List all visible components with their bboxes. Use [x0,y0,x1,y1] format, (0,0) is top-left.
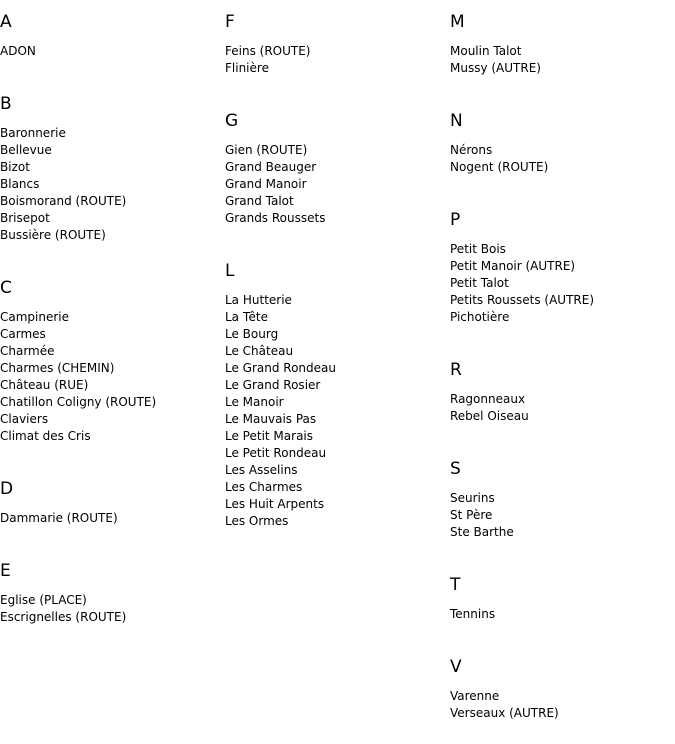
letter-group-e [0,561,225,626]
street-name: Le Grand Rondeau [225,361,336,375]
letter-group-g [225,111,450,227]
letter-group-p [450,210,675,326]
street-name: Blancs [0,177,40,191]
street-name: Le Petit Marais [225,429,314,443]
street-name: Les Charmes [225,480,303,494]
street-name: La Tête [225,310,268,324]
street-name: Le Bourg [225,327,279,341]
group-spacer [225,530,450,552]
letter-group-f [225,12,450,77]
letter-group-d [0,479,225,527]
street-name: Bizot [0,160,30,174]
letter-heading: E [0,561,11,581]
street-name: Bellevue [0,143,52,157]
letter-group-a [0,12,225,60]
street-name: Flinière [225,61,269,75]
street-name: Château (RUE) [0,378,89,392]
group-spacer [450,176,675,198]
street-name: Baronnerie [0,126,66,140]
street-list [0,592,225,626]
group-spacer [450,77,675,99]
street-name: Escrignelles (ROUTE) [0,610,127,624]
street-name: Nogent (ROUTE) [450,160,549,174]
street-name: Grand Talot [225,194,294,208]
street-name: Mussy (AUTRE) [450,61,541,75]
street-name: Le Château [225,344,294,358]
street-name: Les Huit Arpents [225,497,325,511]
group-spacer [0,626,225,648]
group-spacer [0,244,225,266]
street-list [450,688,675,722]
street-index-column-3 [450,0,675,744]
street-list [0,125,225,244]
street-list [450,241,675,326]
street-name: Claviers [0,412,49,426]
letter-group-m [450,12,675,77]
street-list [225,292,450,530]
street-name: Petit Bois [450,242,506,256]
street-name: Nérons [450,143,493,157]
street-name: Rebel Oiseau [450,409,529,423]
group-spacer [0,527,225,549]
street-name: Petits Roussets (AUTRE) [450,293,595,307]
letter-group-r [450,360,675,425]
letter-heading: S [450,459,461,479]
street-list [450,43,675,77]
street-name: St Père [450,508,493,522]
street-name: Climat des Cris [0,429,91,443]
street-name: Chatillon Coligny (ROUTE) [0,395,157,409]
street-list [450,142,675,176]
street-name: Dammarie (ROUTE) [0,511,118,525]
street-name: Varenne [450,689,500,703]
letter-heading: P [450,210,461,230]
letter-group-v [450,657,675,722]
street-name: Ste Barthe [450,525,514,539]
street-name: Grand Manoir [225,177,307,191]
letter-heading: G [225,111,239,131]
street-name: Bussière (ROUTE) [0,228,106,242]
street-name: Campinerie [0,310,70,324]
street-name: Carmes [0,327,46,341]
letter-group-l [225,261,450,530]
group-spacer [450,722,675,744]
street-list [225,142,450,227]
street-name: ADON [0,44,36,58]
street-name: Le Petit Rondeau [225,446,327,460]
street-name: Tennins [450,607,496,621]
street-name: Eglise (PLACE) [0,593,87,607]
letter-heading: M [450,12,465,32]
group-spacer [225,77,450,99]
street-name: Grand Beauger [225,160,317,174]
street-index-column-1 [0,0,225,648]
street-name: Feins (ROUTE) [225,44,311,58]
street-name: Seurins [450,491,495,505]
street-name: Les Asselins [225,463,298,477]
letter-group-s [450,459,675,541]
letter-heading: V [450,657,462,677]
group-spacer [450,326,675,348]
letter-heading: D [0,479,14,499]
street-name: Le Mauvais Pas [225,412,317,426]
street-name: Grands Roussets [225,211,326,225]
group-spacer [225,227,450,249]
street-name: Charmes (CHEMIN) [0,361,115,375]
street-name: Les Ormes [225,514,289,528]
letter-heading: T [450,575,461,595]
street-name: Le Manoir [225,395,284,409]
street-index-column-2 [225,0,450,552]
street-list [450,391,675,425]
street-name: La Hutterie [225,293,292,307]
letter-heading: B [0,94,12,114]
group-spacer [0,445,225,467]
letter-heading: L [225,261,235,281]
street-list [450,606,675,623]
street-list [225,43,450,77]
street-name: Petit Manoir (AUTRE) [450,259,576,273]
group-spacer [450,541,675,563]
street-list [0,309,225,445]
letter-group-b [0,94,225,244]
street-list [0,43,225,60]
street-name: Le Grand Rosier [225,378,321,392]
letter-heading: C [0,278,12,298]
street-list [0,510,225,527]
letter-group-t [450,575,675,623]
group-spacer [0,60,225,82]
letter-heading: F [225,12,235,32]
letter-heading: N [450,111,463,131]
street-name: Pichotière [450,310,510,324]
street-name: Boismorand (ROUTE) [0,194,127,208]
group-spacer [450,623,675,645]
street-list [450,490,675,541]
letter-group-c [0,278,225,445]
street-name: Gien (ROUTE) [225,143,308,157]
letter-heading: A [0,12,12,32]
letter-group-n [450,111,675,176]
letter-heading: R [450,360,462,380]
street-name: Ragonneaux [450,392,526,406]
group-spacer [450,425,675,447]
street-name: Charmée [0,344,55,358]
street-name: Moulin Talot [450,44,522,58]
street-name: Verseaux (AUTRE) [450,706,559,720]
street-name: Brisepot [0,211,50,225]
street-name: Petit Talot [450,276,509,290]
